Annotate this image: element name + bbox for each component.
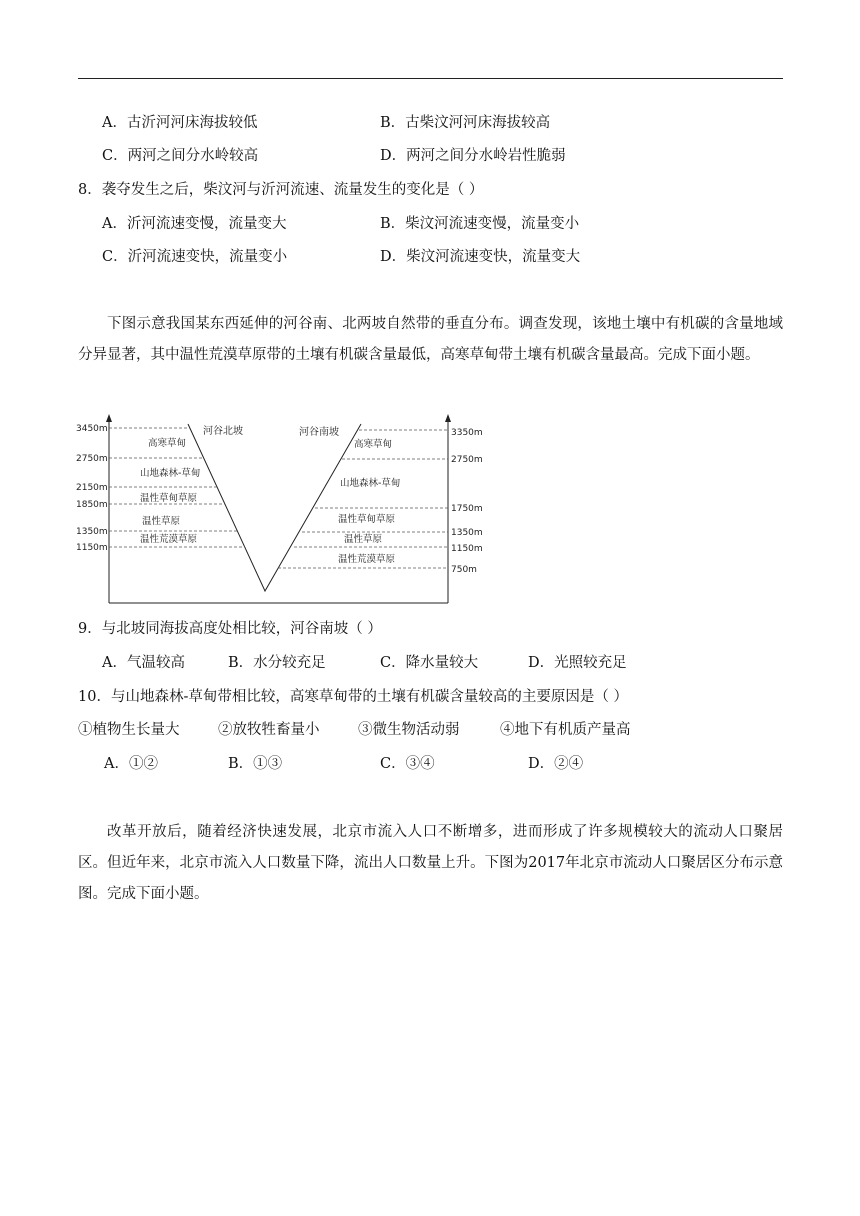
- north-tick: 1350m: [76, 527, 108, 537]
- north-tick: 1850m: [76, 500, 108, 510]
- passage-vertical-zones: 下图示意我国某东西延伸的河谷南、北两坡自然带的垂直分布。调查发现，该地土壤中有机碳的含量地域分异显著，其中温性荒漠草原带的土壤有机碳含量最低，高寒草甸带土壤有机碳含量最高。完成下面小题。: [78, 316, 783, 363]
- q10-item-4: ④地下有机质产量高: [500, 722, 631, 738]
- north-tick: 1150m: [76, 543, 108, 553]
- north-tick: 2150m: [76, 483, 108, 493]
- north-zone-label: 高寒草甸: [148, 438, 187, 449]
- q10-option-c[interactable]: C．③④: [380, 756, 435, 772]
- valley-profile: [188, 424, 361, 591]
- south-zone-label: 山地森林-草甸: [340, 478, 401, 489]
- south-zone-label: 温性荒漠草原: [338, 554, 396, 565]
- south-tick: 1750m: [451, 504, 483, 514]
- q10-stem: 10．与山地森林-草甸带相比较，高寒草甸带的土壤有机碳含量较高的主要原因是（ ）: [78, 689, 628, 705]
- q9-stem: 9．与北坡同海拔高度处相比较，河谷南坡（ ）: [78, 621, 382, 637]
- q7-option-a[interactable]: A．古沂河河床海拔较低: [102, 115, 258, 131]
- q10-item-3: ③微生物活动弱: [358, 722, 460, 738]
- passage-beijing-migrants: 改革开放后，随着经济快速发展，北京市流入人口不断增多，进而形成了许多规模较大的流动人口聚居区。但近年来，北京市流入人口数量下降，流出人口数量上升。下图为2017年北京市流动人口聚居区分布示意图。完成下面小题。: [78, 824, 783, 902]
- q9-option-d[interactable]: D．光照较充足: [528, 655, 627, 671]
- north-tick: 2750m: [76, 454, 108, 464]
- q7-option-d[interactable]: D．两河之间分水岭岩性脆弱: [380, 148, 566, 164]
- north-zone-label: 山地森林-草甸: [140, 468, 201, 479]
- north-tick: 3450m: [76, 424, 108, 434]
- south-tick: 1150m: [451, 544, 483, 554]
- q10-item-2: ②放牧牲畜量小: [218, 722, 320, 738]
- q9-option-c[interactable]: C．降水量较大: [380, 655, 479, 671]
- south-tick: 1350m: [451, 528, 483, 538]
- q10-item-1: ①植物生长量大: [78, 722, 180, 738]
- north-zone-label: 温性草甸草原: [140, 493, 198, 504]
- north-slope-title: 河谷北坡: [203, 426, 243, 437]
- south-tick: 3350m: [451, 428, 483, 438]
- south-tick: 750m: [451, 565, 477, 575]
- north-zone-label: 温性荒漠草原: [140, 534, 198, 545]
- south-zone-label: 温性草原: [344, 534, 383, 545]
- q7-option-b[interactable]: B．古柴汶河河床海拔较高: [380, 115, 551, 131]
- q8-stem: 8．袭夺发生之后，柴汶河与沂河流速、流量发生的变化是（ ）: [78, 182, 484, 198]
- q8-option-b[interactable]: B．柴汶河流速变慢，流量变小: [380, 216, 580, 232]
- q8-option-a[interactable]: A．沂河流速变慢，流量变大: [102, 216, 287, 232]
- south-axis-arrow: [445, 414, 451, 422]
- south-slope-title: 河谷南坡: [299, 427, 339, 438]
- north-zone-label: 温性草原: [142, 516, 181, 527]
- south-boundaries: [278, 430, 448, 568]
- south-zone-label: 高寒草甸: [354, 439, 393, 450]
- valley-zonation-diagram: [76, 412, 483, 608]
- header-rule: [78, 78, 783, 79]
- q10-option-d[interactable]: D．②④: [528, 756, 584, 772]
- q8-option-d[interactable]: D．柴汶河流速变快，流量变大: [380, 249, 581, 265]
- q10-option-b[interactable]: B．①③: [228, 756, 283, 772]
- south-tick: 2750m: [451, 455, 483, 465]
- north-axis-arrow: [106, 414, 112, 422]
- q10-option-a[interactable]: A．①②: [104, 756, 158, 772]
- q9-option-b[interactable]: B．水分较充足: [228, 655, 326, 671]
- q8-option-c[interactable]: C．沂河流速变快，流量变小: [102, 249, 288, 265]
- south-zone-label: 温性草甸草原: [338, 514, 396, 525]
- q9-option-a[interactable]: A．气温较高: [102, 655, 185, 671]
- q7-option-c[interactable]: C．两河之间分水岭较高: [102, 148, 259, 164]
